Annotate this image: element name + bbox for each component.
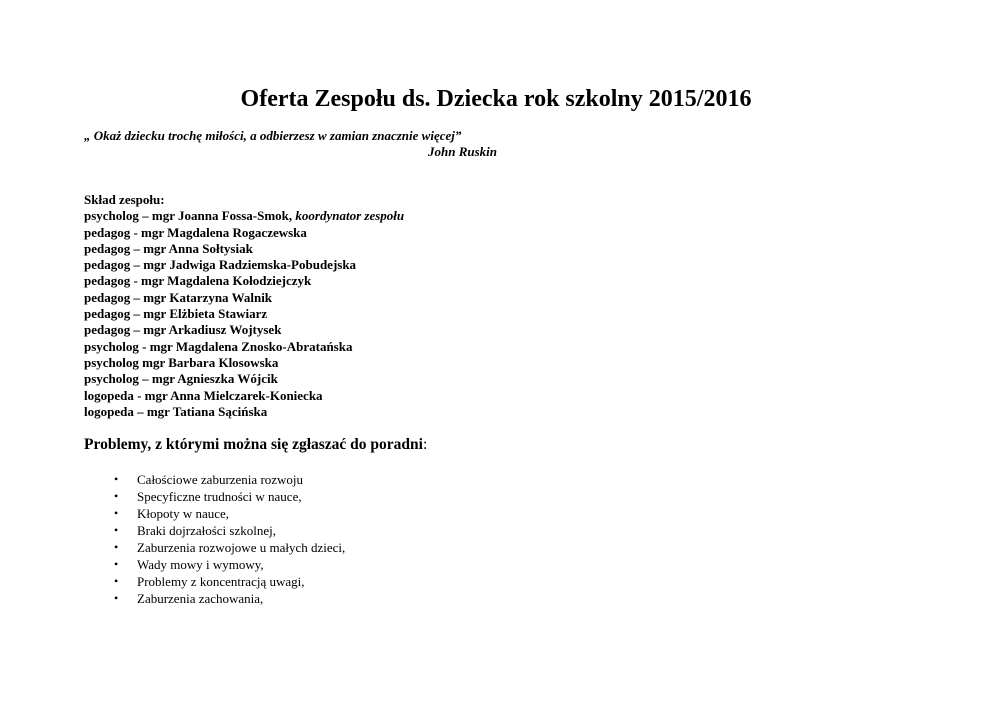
list-item-text: Problemy z koncentracją uwagi, bbox=[137, 574, 305, 589]
team-member: pedagog – mgr Katarzyna Walnik bbox=[84, 289, 273, 305]
list-item bbox=[112, 488, 345, 505]
team-member: logopeda - mgr Anna Mielczarek-Koniecka bbox=[84, 387, 323, 403]
team-member: pedagog – mgr Anna Sołtysiak bbox=[84, 240, 253, 256]
team-member: pedagog - mgr Magdalena Rogaczewska bbox=[84, 224, 307, 240]
team-member: psycholog - mgr Magdalena Znosko-Abratańska bbox=[84, 338, 353, 354]
list-item-text: Zaburzenia rozwojowe u małych dzieci, bbox=[137, 540, 346, 555]
list-item-text: Wady mowy i wymowy, bbox=[137, 557, 264, 572]
team-member: logopeda – mgr Tatiana Sącińska bbox=[84, 403, 268, 419]
bullet-icon: • bbox=[114, 523, 119, 537]
coordinator-note: koordynator zespołu bbox=[295, 208, 405, 224]
list-item bbox=[112, 573, 345, 590]
page-title: Oferta Zespołu ds. Dziecka rok szkolny 2015/2016 bbox=[240, 86, 752, 112]
problems-heading-colon: : bbox=[422, 436, 428, 453]
list-item bbox=[112, 471, 345, 488]
problems-heading bbox=[84, 435, 427, 455]
team-list bbox=[84, 192, 404, 420]
list-item bbox=[112, 505, 345, 522]
motto-author: John Ruskin bbox=[428, 144, 498, 159]
team-member bbox=[84, 208, 404, 224]
team-heading: Skład zespołu: bbox=[84, 192, 165, 207]
team-member: pedagog – mgr Jadwiga Radziemska-Pobudejska bbox=[84, 257, 357, 273]
list-item-text: Zaburzenia zachowania, bbox=[137, 591, 264, 606]
list-item-text: Całościowe zaburzenia rozwoju bbox=[137, 472, 304, 487]
team-member-text: psycholog – mgr Joanna Fossa-Smok, bbox=[84, 208, 296, 224]
bullet-icon: • bbox=[114, 472, 119, 486]
bullet-icon: • bbox=[114, 591, 119, 605]
team-member: pedagog – mgr Elżbieta Stawiarz bbox=[84, 306, 268, 322]
team-member: pedagog - mgr Magdalena Kołodziejczyk bbox=[84, 273, 312, 289]
bullet-icon: • bbox=[114, 540, 119, 554]
list-item-text: Braki dojrzałości szkolnej, bbox=[137, 523, 276, 538]
team-member: psycholog mgr Barbara Klosowska bbox=[84, 354, 279, 370]
bullet-icon: • bbox=[114, 574, 119, 588]
bullet-icon: • bbox=[114, 557, 119, 571]
list-item bbox=[112, 539, 345, 556]
motto-quote: „ Okaż dziecku trochę miłości, a odbierzesz w zamian znacznie więcej” bbox=[84, 128, 462, 143]
bullet-icon: • bbox=[114, 489, 119, 503]
list-item-text: Kłopoty w nauce, bbox=[137, 506, 230, 521]
list-item-text: Specyficzne trudności w nauce, bbox=[137, 489, 302, 504]
problems-list bbox=[112, 471, 345, 607]
team-member: psycholog – mgr Agnieszka Wójcik bbox=[84, 371, 278, 387]
team-member: pedagog – mgr Arkadiusz Wojtysek bbox=[84, 322, 282, 338]
list-item bbox=[112, 522, 345, 539]
list-item bbox=[112, 590, 345, 607]
problems-heading-text: Problemy, z którymi można się zgłaszać do poradni bbox=[84, 436, 423, 453]
bullet-icon: • bbox=[114, 506, 119, 520]
list-item bbox=[112, 556, 345, 573]
